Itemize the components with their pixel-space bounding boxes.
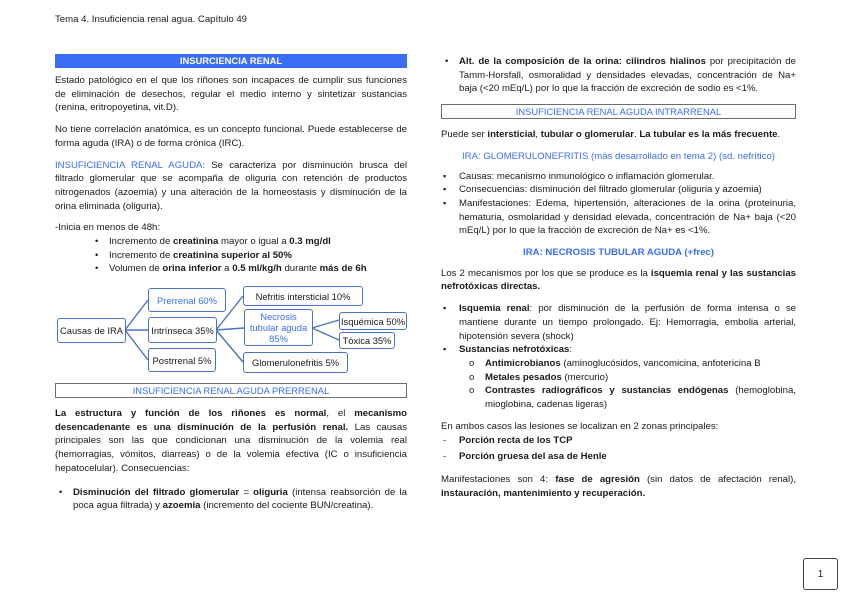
criteria-intro: -Inicia en menos de 48h: bbox=[55, 222, 161, 234]
node-necrosis: Necrosis tubular aguda 85% bbox=[244, 309, 313, 346]
text-segment: (aminoglucósidos, vancomicina, anfotericina B bbox=[560, 357, 761, 369]
text-segment: : por disminución de la perfusión de forma intensa o se mantiene durante un tiempo prolongado. Ej: Hemorragia, embolia arterial, hipotensión severa (shock) bbox=[459, 303, 797, 342]
text-segment: Causas: mecanismo inmunológico o inflamación glomerular. bbox=[459, 170, 715, 182]
text-segment: : bbox=[569, 344, 573, 356]
heading-glomerulonefritis: IRA: GLOMERULONEFRITIS (más desarrollado en tema 2) (sd. nefrítico) bbox=[462, 150, 775, 162]
text-segment: . bbox=[777, 129, 781, 141]
list-item bbox=[55, 486, 407, 513]
text-segment: Se caracteriza por disminución brusca del filtrado glomerular que se acompaña de oliguria con retención de productos nitrogenados (azoemia) y una alteración de la homeostasis y disminución de la orina eliminada (oliguria). bbox=[55, 159, 407, 212]
text-segment: Manifestaciones: Edema, hipertensión, alteraciones de la orina (proteinuria, hematuria, osmolaridad y densidad elevada, concentración de Na+ baja (<20 mEq/L) por lo que la fracción de excreción de Na+ es <1%. bbox=[459, 197, 796, 237]
text-segment: Incremento de bbox=[109, 249, 173, 261]
text-segment: (intensa reabsorción de la poca agua filtrada) y bbox=[73, 486, 408, 512]
text-segment: isquemia renal y las sustancias nefrotóxicas directas. bbox=[441, 267, 796, 293]
text-segment: azoemia bbox=[162, 500, 201, 512]
connector-necrosis bbox=[312, 320, 339, 340]
text-segment: intersticial bbox=[487, 129, 536, 141]
text-segment: tubular o glomerular bbox=[540, 129, 635, 141]
text-segment: (sin datos de afectación renal), bbox=[639, 474, 796, 486]
text-segment: mecanismo desencadenante es una disminución de la perfusión renal. bbox=[55, 408, 407, 433]
paragraph-mechanisms bbox=[441, 267, 796, 294]
text-segment: más de 6h bbox=[319, 263, 367, 275]
text-segment: , el bbox=[326, 408, 355, 419]
connector-root bbox=[125, 300, 148, 360]
list-item bbox=[467, 357, 796, 371]
text-segment: (incremento del cociente BUN/creatina). bbox=[200, 500, 374, 512]
text-segment: Puede ser bbox=[441, 129, 488, 141]
paragraph-intrarrenal bbox=[441, 128, 796, 142]
text-segment: orina inferior bbox=[162, 263, 222, 275]
zones-list bbox=[441, 433, 796, 465]
paragraph-ira-definition bbox=[55, 159, 407, 214]
list-item bbox=[467, 384, 796, 411]
node-postrrenal: Postrrenal 5% bbox=[148, 348, 216, 372]
list-item bbox=[91, 235, 407, 249]
text-segment: oliguria bbox=[253, 486, 288, 498]
text-segment: Contrastes radiográficos y sustancias endógenas bbox=[485, 385, 729, 397]
text-segment: Antimicrobianos bbox=[485, 357, 561, 369]
list-item bbox=[441, 449, 796, 465]
text-segment: Consecuencias: disminución del filtrado glomerular (oliguria y azoemia) bbox=[459, 184, 762, 196]
text-segment: mayor o igual a bbox=[218, 236, 290, 248]
text-segment: Alt. de la composición de la orina: cilindros hialinos bbox=[459, 56, 706, 67]
text-segment: fase de agresión bbox=[555, 474, 640, 486]
text-segment: La tubular es la más frecuente bbox=[639, 129, 778, 141]
node-intrinseca: Intrínseca 35% bbox=[148, 317, 217, 343]
node-causas-ira: Causas de IRA bbox=[57, 318, 126, 343]
right-column bbox=[441, 55, 796, 509]
section-title-intrarrenal: INSUFICIENCIA RENAL AGUDA INTRARRENAL bbox=[441, 104, 796, 119]
paragraph-prerrenal bbox=[55, 407, 407, 476]
list-item bbox=[91, 262, 407, 276]
heading-necrosis: IRA: NECROSIS TUBULAR AGUDA (+frec) bbox=[523, 247, 714, 259]
glomerulonefritis-list bbox=[441, 170, 796, 239]
consequences-list-continued bbox=[441, 55, 796, 96]
node-prerrenal: Prerrenal 60% bbox=[148, 288, 226, 312]
text-segment: En ambos casos las lesiones se localizan en 2 zonas principales: bbox=[441, 420, 719, 432]
list-item bbox=[441, 343, 796, 357]
paragraph-manifestations bbox=[441, 473, 796, 500]
criteria-list bbox=[55, 235, 407, 276]
list-item bbox=[441, 183, 796, 197]
node-nefritis: Nefritis intersticial 10% bbox=[243, 286, 363, 306]
text-segment: Manifestaciones son 4: bbox=[441, 474, 556, 486]
paragraph-zones bbox=[441, 420, 796, 434]
text-segment: 0.3 mg/dl bbox=[289, 236, 331, 248]
connector-intrinseca bbox=[216, 296, 244, 362]
text-segment: creatinina superior al 50% bbox=[173, 249, 292, 261]
list-item bbox=[467, 371, 796, 385]
text-segment: Volumen de bbox=[109, 263, 163, 275]
paragraph bbox=[55, 74, 407, 115]
nephrotoxic-list bbox=[441, 357, 796, 412]
paragraph bbox=[55, 123, 407, 150]
text-segment: Disminución del filtrado glomerular bbox=[73, 486, 240, 498]
text-segment: INSUFICIENCIA RENAL AGUDA: bbox=[55, 159, 206, 171]
list-item bbox=[441, 433, 796, 449]
section-title-insuficiencia-renal: INSURCIENCIA RENAL bbox=[55, 54, 407, 68]
text-segment: Porción gruesa del asa de Henle bbox=[459, 451, 607, 463]
text-segment: Los 2 mecanismos por los que se produce es la bbox=[441, 267, 651, 279]
text-segment: Las causas principales son las que condicionan una disminución de la volemia real (hemorragias, vómitos, diarreas) o de la volemia efectiva (IC o insuficiencia hepatocelular). Consecuencias: bbox=[55, 421, 407, 474]
text-segment: Isquemia renal bbox=[459, 303, 530, 315]
text-segment: 0.5 ml/kg/h bbox=[232, 263, 282, 275]
page-number: 1 bbox=[803, 558, 838, 590]
node-toxica: Tóxica 35% bbox=[339, 332, 395, 349]
list-item bbox=[91, 249, 407, 263]
list-item bbox=[441, 170, 796, 184]
text-segment: (mercurio) bbox=[561, 371, 609, 383]
text-segment: (hemoglobina, mioglobina, cadenas ligeras) bbox=[485, 385, 796, 411]
text-segment: instauración, mantenimiento y recuperación. bbox=[441, 488, 646, 500]
text-segment: durante bbox=[281, 263, 320, 275]
node-glomerulonefritis: Glomerulonefritis 5% bbox=[243, 352, 348, 373]
text-segment: Estado patológico en el que los riñones son incapaces de cumplir sus funciones de eliminación de desechos, regular el medio interno y sintetizar sustancias (renina, eritropoyetina, vit.D). bbox=[55, 75, 407, 114]
text-segment: Porción recta de los TCP bbox=[459, 435, 573, 447]
left-column bbox=[55, 54, 407, 276]
list-item bbox=[441, 55, 796, 96]
text-segment: = bbox=[239, 486, 254, 498]
text-segment: a bbox=[221, 263, 233, 275]
text-segment: por precipitación de Tamm-Horsfall, osmoralidad y densidades elevadas, concentración de Na+ baja (<20 mEq/L) por lo que la fracción de excreción de sodio es <1%. bbox=[459, 56, 796, 95]
text-segment: creatinina bbox=[173, 236, 219, 248]
list-item bbox=[441, 302, 796, 343]
text-segment: No tiene correlación anatómica, es un concepto funcional. Puede establecerse de forma aguda (IRA) o de forma crónica (IRC). bbox=[55, 124, 407, 149]
list-item bbox=[441, 197, 796, 238]
text-segment: Sustancias nefrotóxicas bbox=[459, 344, 570, 356]
node-isquemica: Isquémica 50% bbox=[339, 312, 407, 330]
text-segment: . bbox=[634, 129, 640, 141]
consequences-list bbox=[55, 486, 407, 513]
text-segment: Metales pesados bbox=[485, 371, 562, 383]
text-segment: Incremento de bbox=[109, 236, 173, 248]
section-title-prerrenal: INSUFICIENCIA RENAL AGUDA PRERRENAL bbox=[55, 383, 407, 398]
mechanisms-list bbox=[441, 302, 796, 357]
left-column-lower bbox=[55, 383, 407, 513]
page-header: Tema 4. Insuficiencia renal agua. Capítulo 49 bbox=[55, 14, 247, 25]
text-segment: La estructura y función de los riñones es normal bbox=[55, 408, 327, 419]
text-segment: , bbox=[535, 129, 541, 141]
